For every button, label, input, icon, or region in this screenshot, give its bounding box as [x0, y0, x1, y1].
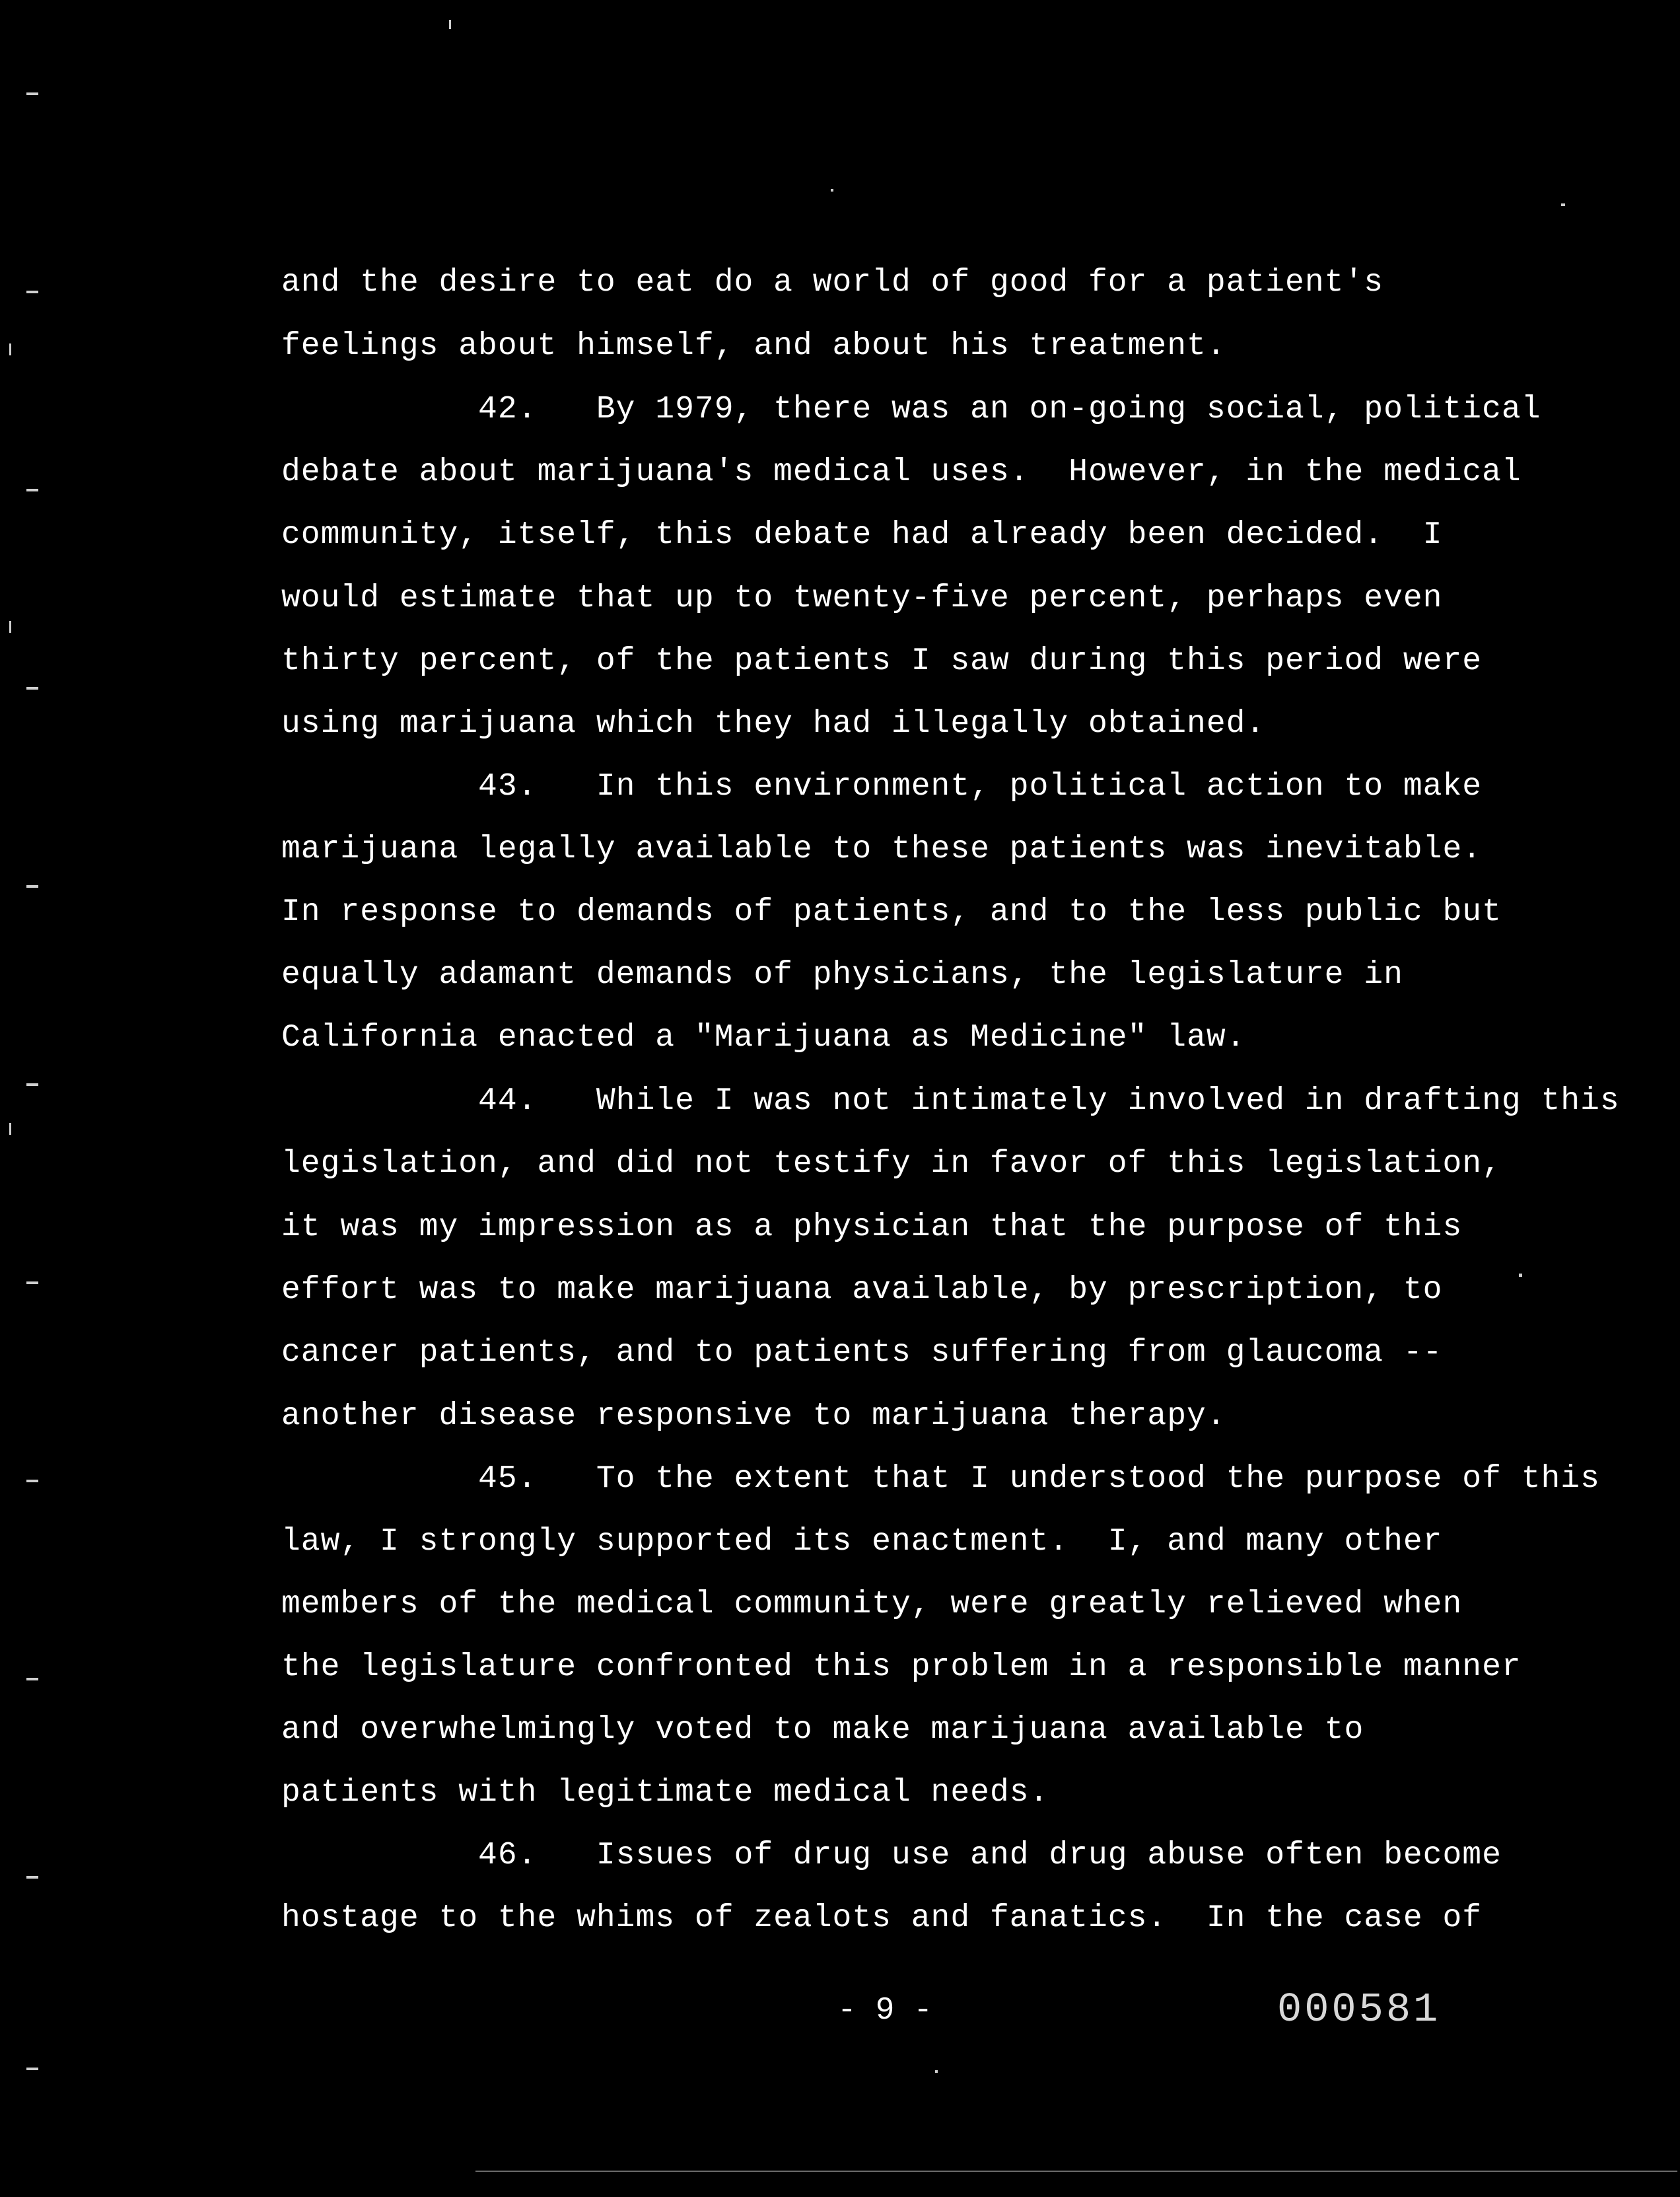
bates-number: 000581	[1277, 1986, 1441, 2033]
text-line-8: using marijuana which they had illegally obtained.	[281, 706, 1266, 742]
text-line-19: another disease responsive to marijuana therapy.	[281, 1398, 1226, 1434]
text-line-5: community, itself, this debate had already been decided. I	[281, 517, 1443, 553]
page-number: - 9 -	[837, 1993, 933, 2029]
scan-speck	[26, 687, 38, 690]
text-line-4: debate about marijuana's medical uses. However, in the medical	[281, 454, 1522, 490]
text-line-22: members of the medical community, were greatly relieved when	[281, 1587, 1463, 1622]
text-line-7: thirty percent, of the patients I saw during this period were	[281, 643, 1483, 679]
scan-edge-line	[475, 2171, 1677, 2172]
text-line-20: 45. To the extent that I understood the purpose of this	[281, 1461, 1600, 1497]
text-line-25: patients with legitimate medical needs.	[281, 1775, 1049, 1811]
scan-speck	[831, 189, 833, 192]
text-line-6: would estimate that up to twenty-five percent, perhaps even	[281, 581, 1443, 616]
scan-speck	[26, 1480, 38, 1482]
scan-speck	[26, 489, 38, 491]
scan-speck	[9, 343, 11, 355]
scan-speck	[9, 1123, 11, 1135]
text-line-10: marijuana legally available to these patients was inevitable.	[281, 832, 1483, 867]
text-line-13: California enacted a "Marijuana as Medicine" law.	[281, 1020, 1246, 1056]
text-line-27: hostage to the whims of zealots and fanatics. In the case of	[281, 1900, 1483, 1936]
text-line-14: 44. While I was not intimately involved in drafting this	[281, 1083, 1620, 1119]
text-line-15: legislation, and did not testify in favor of this legislation,	[281, 1146, 1502, 1182]
scan-speck	[1561, 203, 1565, 206]
text-line-11: In response to demands of patients, and to the less public but	[281, 894, 1502, 930]
text-line-9: 43. In this environment, political action to make	[281, 769, 1483, 805]
text-line-16: it was my impression as a physician that the purpose of this	[281, 1209, 1463, 1245]
scan-speck	[26, 291, 38, 293]
scan-speck	[26, 92, 38, 95]
scan-speck	[935, 2070, 938, 2073]
scan-speck	[26, 1083, 38, 1086]
text-line-2: feelings about himself, and about his treatment.	[281, 328, 1226, 364]
scan-speck	[449, 20, 451, 29]
text-line-26: 46. Issues of drug use and drug abuse often become	[281, 1838, 1502, 1873]
scan-speck	[26, 885, 38, 888]
text-line-23: the legislature confronted this problem in a responsible manner	[281, 1649, 1522, 1685]
scan-speck	[26, 1876, 38, 1879]
text-line-3: 42. By 1979, there was an on-going social, political	[281, 392, 1541, 427]
scan-speck	[26, 1678, 38, 1680]
text-line-1: and the desire to eat do a world of good for a patient's	[281, 265, 1384, 301]
scan-speck	[26, 1281, 38, 1284]
scan-speck	[9, 621, 11, 633]
text-line-18: cancer patients, and to patients suffering from glaucoma --	[281, 1335, 1443, 1371]
text-line-21: law, I strongly supported its enactment. I, and many other	[281, 1524, 1443, 1560]
text-line-24: and overwhelmingly voted to make marijuana available to	[281, 1712, 1364, 1748]
scan-speck	[26, 2068, 38, 2070]
text-line-12: equally adamant demands of physicians, the legislature in	[281, 957, 1403, 993]
scan-speck	[1519, 1274, 1522, 1277]
text-line-17: effort was to make marijuana available, by prescription, to	[281, 1272, 1443, 1308]
